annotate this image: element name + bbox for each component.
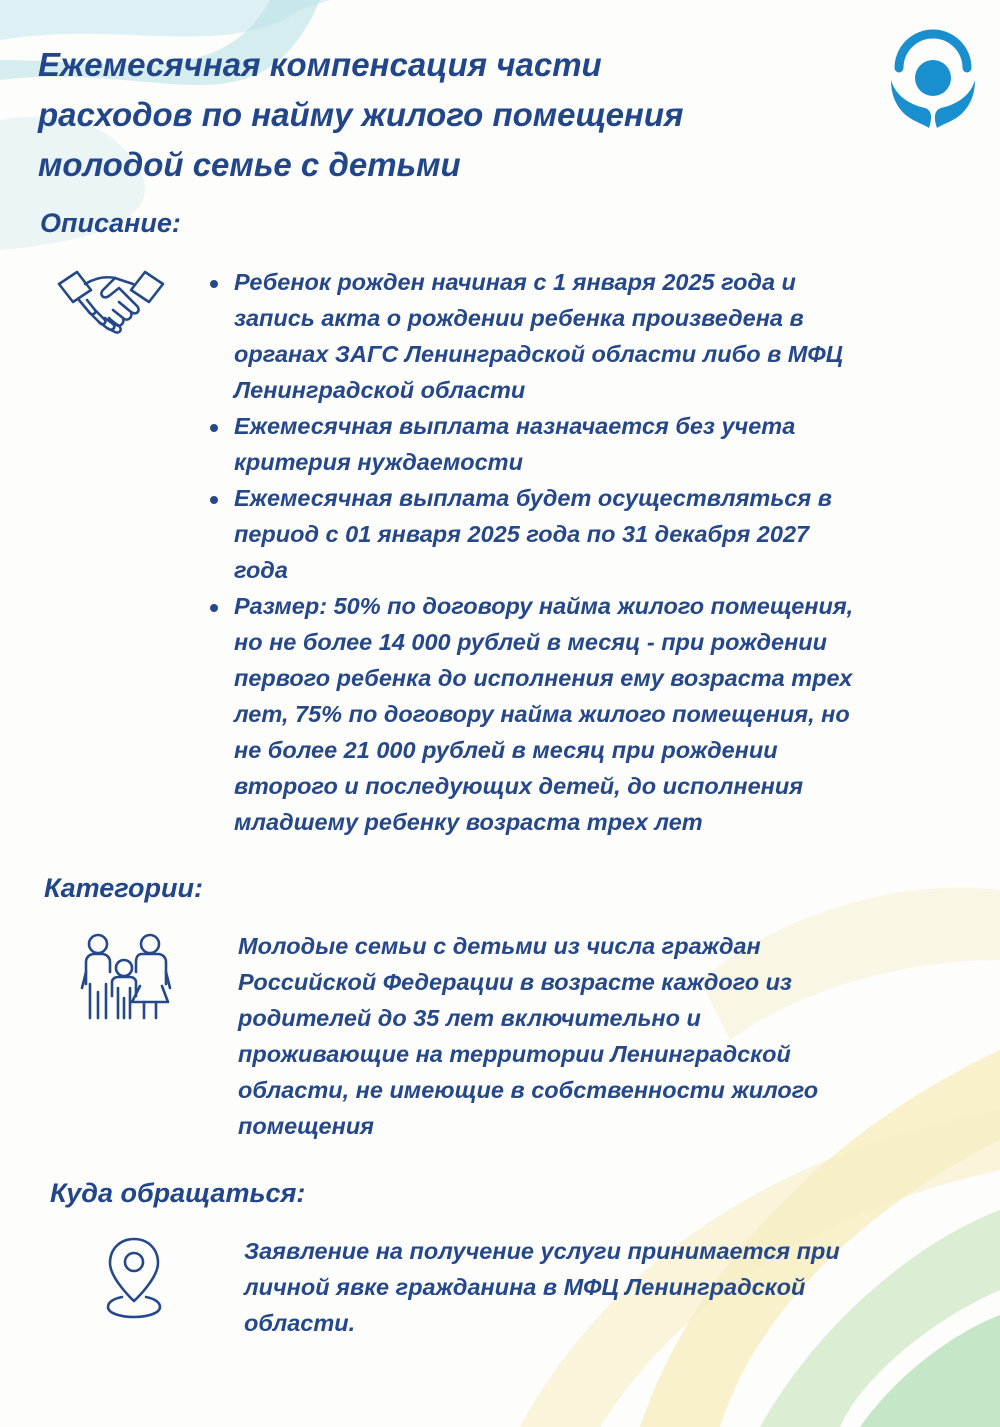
list-item bbox=[206, 264, 976, 408]
list-item-line: Ежемесячная выплата будет осуществляться в bbox=[234, 485, 832, 511]
list-item-line: не более 21 000 рублей в месяц при рождении bbox=[234, 737, 778, 763]
list-item-line: Размер: 50% по договору найма жилого помещения, bbox=[234, 593, 854, 619]
list-item-line: второго и последующих детей, до исполнения bbox=[234, 773, 804, 799]
title-line: расходов по найму жилого помещения bbox=[38, 96, 684, 133]
handshake-icon bbox=[55, 262, 167, 338]
bullet-icon bbox=[210, 424, 218, 432]
text-line: помещения bbox=[238, 1113, 375, 1139]
list-item bbox=[206, 588, 976, 840]
section-heading-description: Описание: bbox=[40, 208, 181, 238]
text-line: области. bbox=[244, 1310, 356, 1336]
family-icon bbox=[78, 932, 174, 1024]
list-item-line: период с 01 января 2025 года по 31 декабря 2027 bbox=[234, 521, 810, 547]
title-line: молодой семье с детьми bbox=[38, 146, 461, 183]
section-heading-categories: Категории: bbox=[44, 873, 203, 903]
list-item bbox=[206, 408, 976, 480]
text-line: Заявление на получение услуги принимается при bbox=[244, 1238, 840, 1264]
list-item bbox=[206, 480, 976, 588]
hands-holding-circle-logo-icon bbox=[885, 28, 981, 132]
list-item-line: первого ребенка до исполнения ему возраста трех bbox=[234, 665, 853, 691]
bullet-icon bbox=[210, 496, 218, 504]
text-line: проживающие на территории Ленинградской bbox=[238, 1041, 791, 1067]
list-item-line: Ленинградской области bbox=[234, 377, 526, 403]
list-item-line: запись акта о рождении ребенка произведена в bbox=[234, 305, 804, 331]
list-item-line: Ребенок рожден начиная с 1 января 2025 года и bbox=[234, 269, 796, 295]
description-list bbox=[206, 264, 976, 840]
list-item-line: младшему ребенку возраста трех лет bbox=[234, 809, 703, 835]
list-item-line: органах ЗАГС Ленинградской области либо в МФЦ bbox=[234, 341, 843, 367]
text-line: Российской Федерации в возрасте каждого из bbox=[238, 969, 792, 995]
where-to-apply-text bbox=[244, 1233, 964, 1341]
text-line: личной явке гражданина в МФЦ Ленинградской bbox=[244, 1274, 806, 1300]
title-line: Ежемесячная компенсация части bbox=[38, 46, 602, 83]
list-item-line: года bbox=[234, 557, 288, 583]
text-line: области, не имеющие в собственности жилого bbox=[238, 1077, 819, 1103]
text-line: родителей до 35 лет включительно и bbox=[238, 1005, 701, 1031]
bullet-icon bbox=[210, 280, 218, 288]
list-item-line: но не более 14 000 рублей в месяц - при рождении bbox=[234, 629, 827, 655]
section-heading-where-to-apply: Куда обращаться: bbox=[50, 1178, 306, 1208]
list-item-line: критерия нуждаемости bbox=[234, 449, 523, 475]
list-item-line: лет, 75% по договору найма жилого помещения, но bbox=[234, 701, 850, 727]
list-item-line: Ежемесячная выплата назначается без учета bbox=[234, 413, 796, 439]
location-pin-icon bbox=[104, 1235, 164, 1321]
bullet-icon bbox=[210, 604, 218, 612]
categories-text bbox=[238, 928, 958, 1144]
page-title bbox=[38, 40, 858, 190]
text-line: Молодые семьи с детьми из числа граждан bbox=[238, 933, 761, 959]
